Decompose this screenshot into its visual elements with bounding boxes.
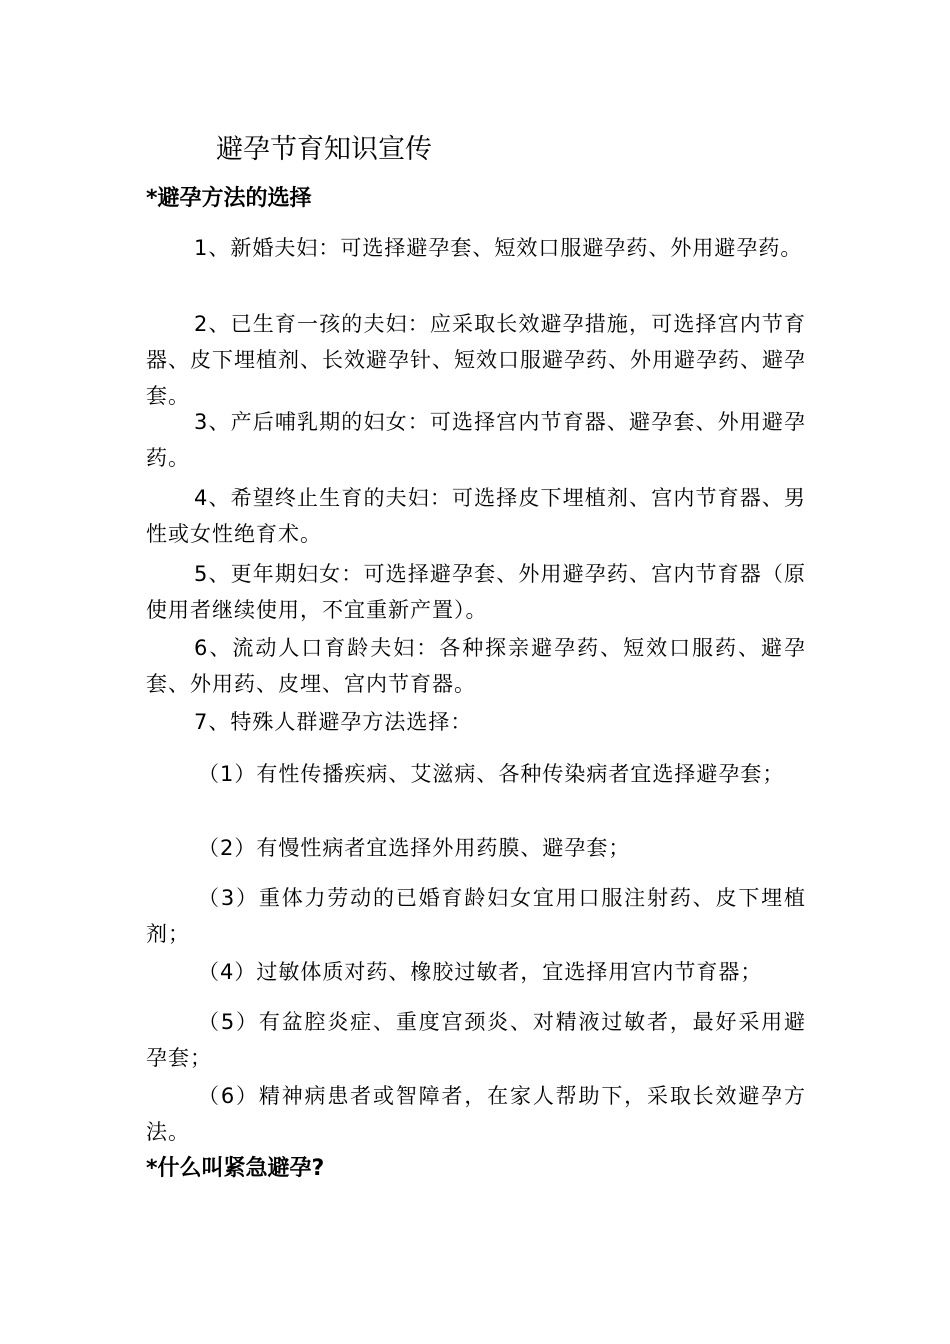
list-item: 3、产后哺乳期的妇女：可选择宫内节育器、避孕套、外用避孕药。 — [146, 410, 806, 470]
list-item: 5、更年期妇女：可选择避孕套、外用避孕药、宫内节育器（原使用者继续使用，不宜重新产置）。 — [146, 562, 806, 622]
section-heading-emergency-contraception: *什么叫紧急避孕? — [146, 1156, 325, 1181]
sub-list-item: （6）精神病患者或智障者，在家人帮助下，采取长效避孕方法。 — [146, 1084, 806, 1144]
document-title: 避孕节育知识宣传 — [216, 134, 432, 165]
list-item: 2、已生育一孩的夫妇：应采取长效避孕措施，可选择宫内节育器、皮下埋植剂、长效避孕针、短效口服避孕药、外用避孕药、避孕套。 — [146, 312, 806, 408]
list-item: 7、特殊人群避孕方法选择： — [194, 710, 473, 734]
section-heading-contraception-choice: *避孕方法的选择 — [146, 186, 312, 211]
list-item: 1、新婚夫妇：可选择避孕套、短效口服避孕药、外用避孕药。 — [194, 236, 803, 260]
sub-list-item: （5）有盆腔炎症、重度宫颈炎、对精液过敏者，最好采用避孕套； — [146, 1010, 806, 1070]
sub-list-item: （2）有慢性病者宜选择外用药膜、避孕套； — [198, 836, 631, 860]
sub-list-item: （4）过敏体质对药、橡胶过敏者，宜选择用宫内节育器； — [198, 960, 763, 984]
list-item: 4、希望终止生育的夫妇：可选择皮下埋植剂、宫内节育器、男性或女性绝育术。 — [146, 486, 806, 546]
sub-list-item: （1）有性传播疾病、艾滋病、各种传染病者宜选择避孕套； — [198, 762, 785, 786]
list-item: 6、流动人口育龄夫妇：各种探亲避孕药、短效口服药、避孕套、外用药、皮埋、宫内节育器。 — [146, 636, 806, 696]
sub-list-item: （3）重体力劳动的已婚育龄妇女宜用口服注射药、皮下埋植剂； — [146, 886, 806, 946]
